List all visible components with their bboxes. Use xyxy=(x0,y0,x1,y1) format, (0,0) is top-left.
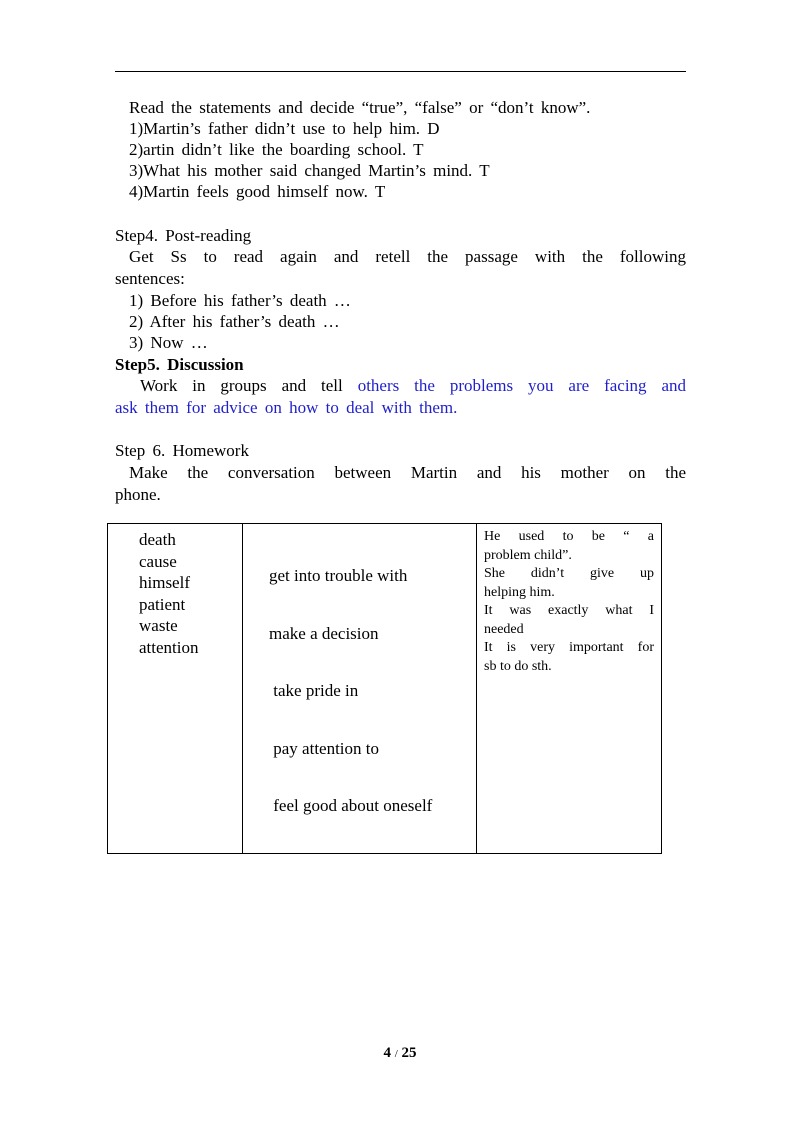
step4-heading: Step4. Post-reading xyxy=(115,226,252,245)
page-number xyxy=(0,1045,800,1062)
step5-line1-blue: others the problems you are facing and xyxy=(357,376,687,395)
step5-heading: Step5. Discussion xyxy=(115,355,244,374)
statement-4: 4)Martin feels good himself now. T xyxy=(129,182,386,201)
phrase-item: get into trouble with xyxy=(269,566,408,585)
step4-item-2: 2) After his father’s death … xyxy=(129,312,340,331)
phrase-item: make a decision xyxy=(269,623,379,643)
sentence-line: He used to be “ a xyxy=(484,529,654,544)
step4-item-3: 3) Now … xyxy=(129,333,208,352)
step6-heading: Step 6. Homework xyxy=(115,441,249,460)
statement-1: 1)Martin’s father didn’t use to help him. D xyxy=(129,119,440,138)
word-item: death xyxy=(139,530,176,549)
header-rule xyxy=(115,71,686,72)
step6-line1: Make the conversation between Martin and his mother on the xyxy=(129,463,686,482)
step4-line2: sentences: xyxy=(115,269,185,288)
vocab-column-words xyxy=(108,524,243,854)
word-item: himself xyxy=(139,573,190,592)
sentence-line: It was exactly what I xyxy=(484,603,654,618)
word-item: patient xyxy=(139,594,186,614)
vocabulary-table xyxy=(107,523,662,854)
step5-line2: ask them for advice on how to deal with them. xyxy=(115,398,458,417)
page-separator: / xyxy=(394,1048,398,1060)
step6-line2: phone. xyxy=(115,485,161,504)
word-item: attention xyxy=(139,637,199,657)
statement-2: 2)artin didn’t like the boarding school. T xyxy=(129,140,424,159)
word-item: waste xyxy=(139,616,178,635)
phrase-item: feel good about oneself xyxy=(269,796,433,815)
sentence-line: problem child”. xyxy=(484,547,572,563)
step4-item-1: 1) Before his father’s death … xyxy=(129,291,351,310)
sentence-line: sb to do sth. xyxy=(484,658,552,674)
sentence-line: It is very important for xyxy=(484,640,654,655)
step4-line1: Get Ss to read again and retell the passage with the following xyxy=(129,247,686,266)
word-item: cause xyxy=(139,551,177,571)
vocab-column-phrases xyxy=(243,524,477,854)
phrase-item: take pride in xyxy=(269,681,359,700)
phrase-item: pay attention to xyxy=(269,738,380,758)
statement-3: 3)What his mother said changed Martin’s mind. T xyxy=(129,161,490,180)
instruction-line: Read the statements and decide “true”, “false” or “don’t know”. xyxy=(129,98,591,117)
sentence-line: needed xyxy=(484,621,524,637)
total-pages: 25 xyxy=(401,1045,417,1061)
step5-line1 xyxy=(140,375,686,397)
step5-line1-black: Work in groups and tell xyxy=(140,376,343,395)
sentence-line: helping him. xyxy=(484,584,555,600)
sentence-line: She didn’t give up xyxy=(484,566,654,581)
current-page: 4 xyxy=(383,1045,391,1061)
vocab-column-sentences xyxy=(477,524,662,854)
